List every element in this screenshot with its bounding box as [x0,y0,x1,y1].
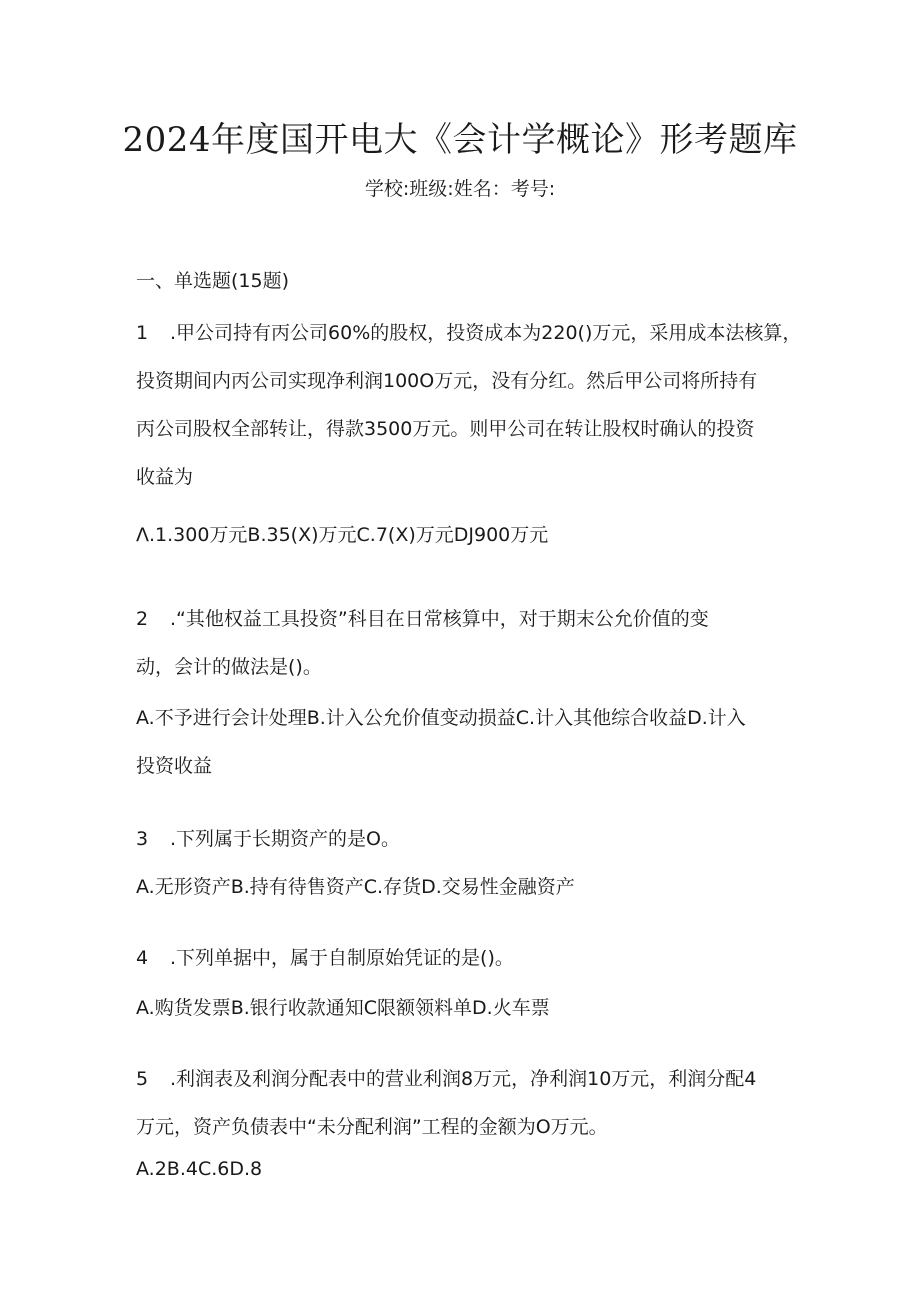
question-2-stem-text-1: .“其他权益工具投资”科目在日常核算中，对于期末公允价值的变 [170,608,709,630]
section-heading: 一、单选题(15题) [136,270,290,292]
question-2-options-line-1: A.不予进行会计处理B.计入公允价值变动损益C.计入其他综合收益D.计入 [136,707,746,729]
question-1-stem-line-3: 丙公司股权全部转让，得款3500万元。则甲公司在转让股权时确认的投资 [136,418,755,440]
document-title: 2024年度国开电大《会计学概论》形考题库 [122,120,798,160]
question-5-stem-text-1: .利润表及利润分配表中的营业利润8万元，净利润10万元，利润分配4 [170,1068,757,1090]
student-info-line: 学校:班级:姓名：考号: [364,178,556,200]
question-1-stem-text-1: .甲公司持有丙公司60%的股权，投资成本为220()万元，采用成本法核算， [170,322,802,344]
question-1-stem-line-2: 投资期间内丙公司实现净利润100O万元，没有分红。然后甲公司将所持有 [136,370,758,392]
question-4-number: 4 [136,947,149,969]
question-5-number: 5 [136,1068,149,1090]
question-5-stem-line-1 [136,1064,756,1091]
question-2-stem-line-2: 动，会计的做法是()。 [136,656,322,678]
question-4-options: A.购货发票B.银行收款通知C限额领料单D.火车票 [136,997,550,1019]
question-1-stem-line-1 [136,318,801,345]
question-4-stem-text: .下列单据中，属于自制原始凭证的是()。 [170,947,514,969]
question-3-options: A.无形资产B.持有待售资产C.存货D.交易性金融资产 [136,876,575,898]
question-1-stem-line-4: 收益为 [136,466,194,488]
question-5-stem-line-2: 万元，资产负债表中“未分配利润”工程的金额为O万元。 [136,1116,608,1138]
question-4-stem [136,943,514,970]
question-2-stem-line-1 [136,604,709,631]
question-2-number: 2 [136,608,149,630]
question-3-stem [136,824,400,851]
question-3-stem-text: .下列属于长期资产的是O。 [170,828,400,850]
question-1-number: 1 [136,322,149,344]
question-2-options-line-2: 投资收益 [136,755,213,777]
question-5-options: A.2B.4C.6D.8 [136,1158,263,1180]
question-3-number: 3 [136,828,149,850]
question-1-options: Λ.1.300万元B.35(X)万元C.7(X)万元DJ900万元 [136,524,549,546]
